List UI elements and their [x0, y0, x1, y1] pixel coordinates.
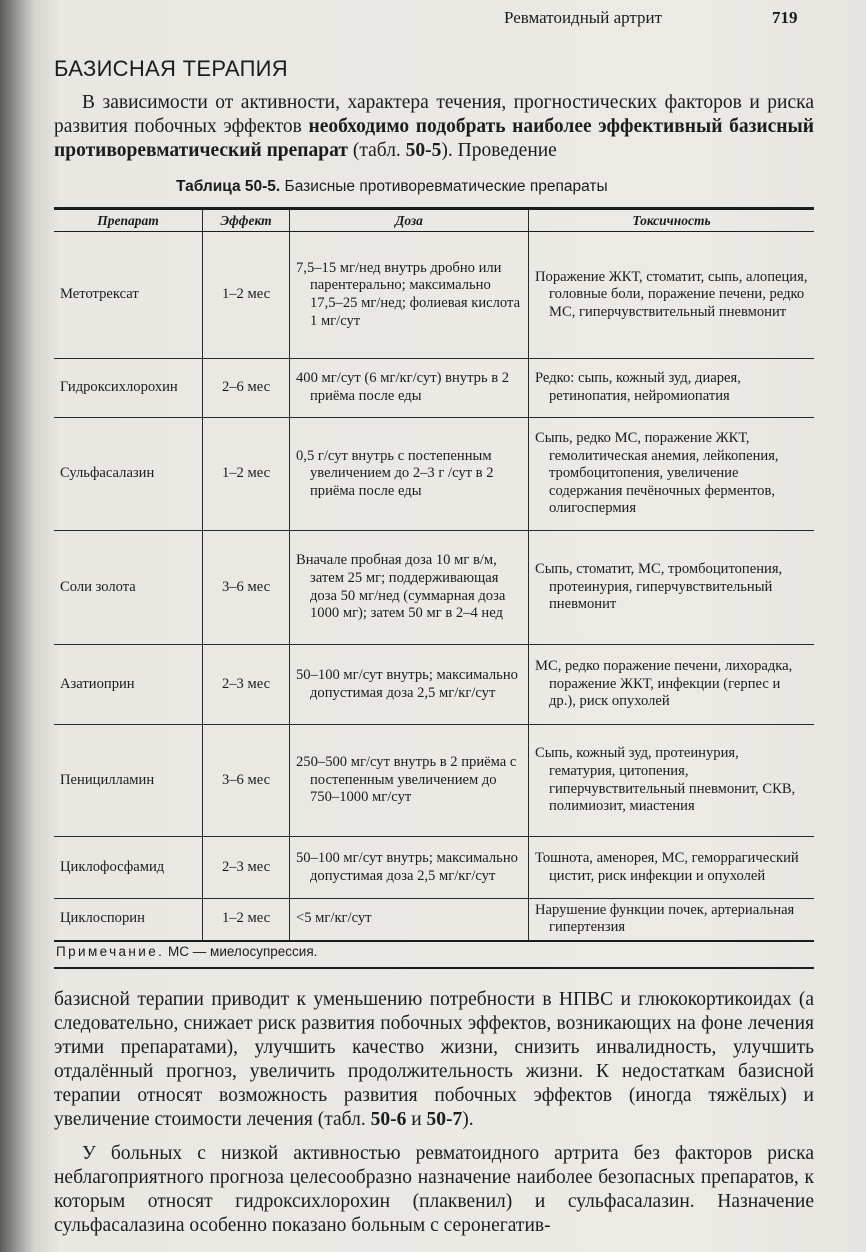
table-row [54, 418, 814, 531]
table-caption-text: Базисные противоревматические препараты [280, 178, 608, 195]
cell-dose: 7,5–15 мг/нед внутрь дробно или парентерально; максимально 17,5–25 мг/нед; фолиевая кислота 1 мг/сут [296, 259, 521, 329]
cell-effect: 3–6 мес [203, 725, 290, 837]
intro-emphasis: необходимо подобрать наиболее эффективный базисный противоревматический препарат [54, 116, 814, 161]
table-note [56, 944, 317, 959]
cell-drug: Циклоспорин [54, 899, 203, 941]
cell-drug: Гидроксихлорохин [60, 379, 178, 396]
body-paragraph-1-and: и [406, 1109, 427, 1130]
cell-effect: 1–2 мес [203, 232, 290, 359]
header-toxicity: Токсичность [529, 209, 815, 232]
cell-drug: Пеницилламин [54, 725, 203, 837]
cell-drug: Метотрексат [54, 232, 203, 359]
table-reference: 50-5 [405, 140, 442, 161]
table-row [54, 837, 814, 899]
body-paragraph-2 [54, 1142, 814, 1238]
intro-text-3: ). Проведение [441, 140, 557, 161]
cell-effect: 1–2 мес [203, 899, 290, 941]
header-drug: Препарат [54, 209, 203, 232]
body-paragraph-1-text: базисной терапии приводит к уменьшению потребности в НПВС и глюкокортикоидах (а следовательно, снижает риск развития побочных эффектов, возникающих на фоне лечения этими препаратами), улучшить качество жизни, снизить инвалидность, улучшить отдалённый прогноз, увеличить продолжительность жизни. К недостаткам базисной терапии относят возможность развития побочных эффектов (иногда тяжёлых) и увеличение стоимости лечения (табл. [54, 989, 814, 1130]
cell-effect: 1–2 мес [203, 418, 290, 531]
body-paragraph-1 [54, 988, 814, 1132]
table-note-label: Примечание. [56, 944, 165, 959]
table-row [54, 645, 814, 725]
running-head-title: Ревматоидный артрит [504, 8, 663, 27]
cell-effect: 2–3 мес [203, 645, 290, 725]
table-caption [176, 178, 608, 196]
table-caption-label: Таблица 50-5. [176, 178, 281, 195]
section-title: БАЗИСНАЯ ТЕРАПИЯ [54, 56, 288, 81]
cell-toxicity: Сыпь, кожный зуд, протеинурия, гематурия, цитопения, гиперчувствительный пневмонит, СКВ, полимиозит, миастения [535, 745, 796, 815]
table-row [54, 359, 814, 418]
table-row [54, 531, 814, 645]
intro-text-2: (табл. [347, 140, 406, 161]
cell-toxicity: МС, редко поражение печени, лихорадка, поражение ЖКТ, инфекции (герпес и др.), риск опухолей [535, 658, 793, 710]
running-head [0, 8, 866, 28]
cell-drug: Азатиоприн [54, 645, 203, 725]
cell-toxicity: Нарушение функции почек, артериальная гипертензия [535, 901, 795, 936]
page-number: 719 [772, 8, 798, 27]
table-row [54, 725, 814, 837]
table-note-text: МС — миелосупрессия. [164, 944, 318, 959]
cell-dose: Вначале пробная доза 10 мг в/м, затем 25 мг; поддерживающая доза 50 мг/нед (суммарная доза 1000 мг); затем 50 мг в 2–4 нед [296, 552, 506, 622]
cell-effect: 2–6 мес [203, 359, 290, 418]
cell-drug: Соли золота [54, 531, 203, 645]
table-reference-2: 50-6 [370, 1109, 407, 1130]
cell-dose: 50–100 мг/сут внутрь; максимально допустимая доза 2,5 мг/кг/сут [296, 849, 518, 884]
table-reference-3: 50-7 [426, 1109, 463, 1130]
cell-drug: Сульфасалазин [54, 418, 203, 531]
intro-text-1: В зависимости от активности, характера течения, прогностических факторов и риска развития побочных эффектов [54, 92, 814, 137]
table-note-rule [54, 967, 814, 969]
cell-dose: 0,5 г/сут внутрь с постепенным увеличением до 2–3 г /сут в 2 приёма после еды [296, 447, 494, 499]
cell-dose: 400 мг/сут (6 мг/кг/сут) внутрь в 2 приёма после еды [296, 370, 510, 404]
cell-toxicity: Редко: сыпь, кожный зуд, диарея, ретинопатия, нейромиопатия [535, 370, 741, 404]
drugs-table [54, 207, 814, 942]
table-row [54, 899, 814, 941]
cell-toxicity: Сыпь, редко МС, поражение ЖКТ, гемолитическая анемия, лейкопения, тромбоцитопения, увеличение содержания печёночных ферментов, олигоспермия [535, 430, 779, 517]
cell-effect: 2–3 мес [203, 837, 290, 899]
cell-toxicity: Тошнота, аменорея, МС, геморрагический цистит, риск инфекции и опухолей [535, 849, 799, 884]
table-header-row [54, 209, 814, 232]
cell-dose: 250–500 мг/сут внутрь в 2 приёма с постепенным увеличением до 750–1000 мг/сут [296, 754, 517, 806]
cell-toxicity: Поражение ЖКТ, стоматит, сыпь, алопеция, головные боли, поражение печени, редко МС, гиперчувствительный пневмонит [535, 268, 808, 320]
header-dose: Доза [290, 209, 529, 232]
cell-drug: Циклофосфамид [60, 858, 165, 875]
body-paragraph-2-text: У больных с низкой активностью ревматоидного артрита без факторов риска неблагоприятного прогноза целесообразно назначение наиболее безопасных препаратов, к которым относят гидроксихлорохин (плаквенил) и сульфасалазин. Назначение сульфасалазина особенно показано больным с серонегатив- [54, 1143, 814, 1236]
cell-effect: 3–6 мес [203, 531, 290, 645]
table-row [54, 232, 814, 359]
cell-dose: 50–100 мг/сут внутрь; максимально допустимая доза 2,5 мг/кг/сут [296, 666, 518, 701]
intro-paragraph [54, 91, 814, 163]
cell-dose: <5 мг/кг/сут [290, 899, 529, 941]
header-effect: Эффект [203, 209, 290, 232]
cell-toxicity: Сыпь, стоматит, МС, тромбоцитопения, протеинурия, гиперчувствительный пневмонит [535, 561, 783, 613]
body-paragraph-1-end: ). [462, 1109, 474, 1130]
